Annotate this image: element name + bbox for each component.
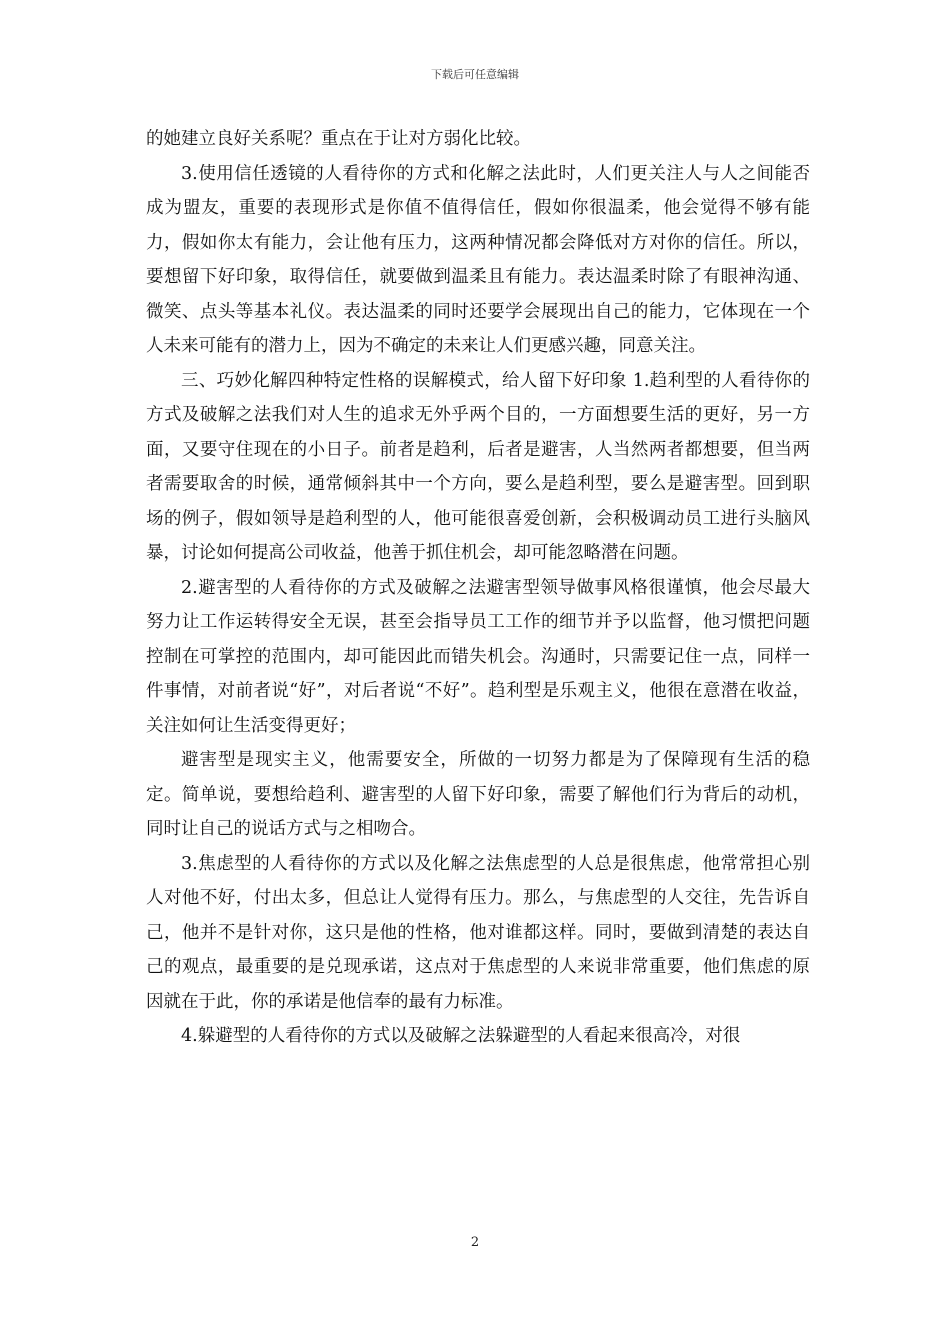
paragraph: 2.避害型的人看待你的方式及破解之法避害型领导做事风格很谨慎，他会尽最大努力让工作运转得安全无误，甚至会指导员工工作的细节并予以监督，他习惯把问题控制在可掌控的范围内，却可能因此而错失机会。沟通时，只需要记住一点，同样一件事情，对前者说“好”，对后者说“不好”。趋利型是乐观主义，他很在意潜在收益，关注如何让生活变得更好； — [146, 577, 810, 736]
paragraph: 避害型是现实主义，他需要安全，所做的一切努力都是为了保障现有生活的稳定。简单说，要想给趋利、避害型的人留下好印象，需要了解他们行为背后的动机，同时让自己的说话方式与之相吻合。 — [146, 750, 810, 839]
page-number: 2 — [470, 1235, 480, 1250]
paragraph: 3.使用信任透镜的人看待你的方式和化解之法此时，人们更关注人与人之间能否成为盟友，重要的表现形式是你值不值得信任，假如你很温柔，他会觉得不够有能力，假如你太有能力，会让他有压力，这两种情况都会降低对方对你的信任。所以，要想留下好印象，取得信任，就要做到温柔且有能力。表达温柔时除了有眼神沟通、微笑、点头等基本礼仪。表达温柔的同时还要学会展现出自己的能力，它体现在一个人未来可能有的潜力上，因为不确定的未来让人们更感兴趣，同意关注。 — [146, 163, 810, 356]
document-body — [146, 122, 810, 1054]
paragraph: 4.躲避型的人看待你的方式以及破解之法躲避型的人看起来很高冷，对很 — [181, 1026, 741, 1046]
page-header: 下载后可任意编辑 — [431, 68, 519, 81]
paragraph: 的她建立良好关系呢？重点在于让对方弱化比较。 — [146, 129, 531, 149]
paragraph: 三、巧妙化解四种特定性格的误解模式，给人留下好印象 1.趋利型的人看待你的方式及破解之法我们对人生的追求无外乎两个目的，一方面想要生活的更好，另一方面，又要守住现在的小日子。前者是趋利，后者是避害，人当然两者都想要，但当两者需要取舍的时候，通常倾斜其中一个方向，要么是趋利型，要么是避害型。回到职场的例子，假如领导是趋利型的人，他可能很喜爱创新，会积极调动员工进行头脑风暴，讨论如何提高公司收益，他善于抓住机会，却可能忽略潜在问题。 — [146, 370, 810, 563]
paragraph: 3.焦虑型的人看待你的方式以及化解之法焦虑型的人总是很焦虑，他常常担心别人对他不好，付出太多，但总让人觉得有压力。那么，与焦虑型的人交往，先告诉自己，他并不是针对你，这只是他的性格，他对谁都这样。同时，要做到清楚的表达自己的观点，最重要的是兑现承诺，这点对于焦虑型的人来说非常重要，他们焦虑的原因就在于此，你的承诺是他信奉的最有力标准。 — [146, 853, 810, 1012]
